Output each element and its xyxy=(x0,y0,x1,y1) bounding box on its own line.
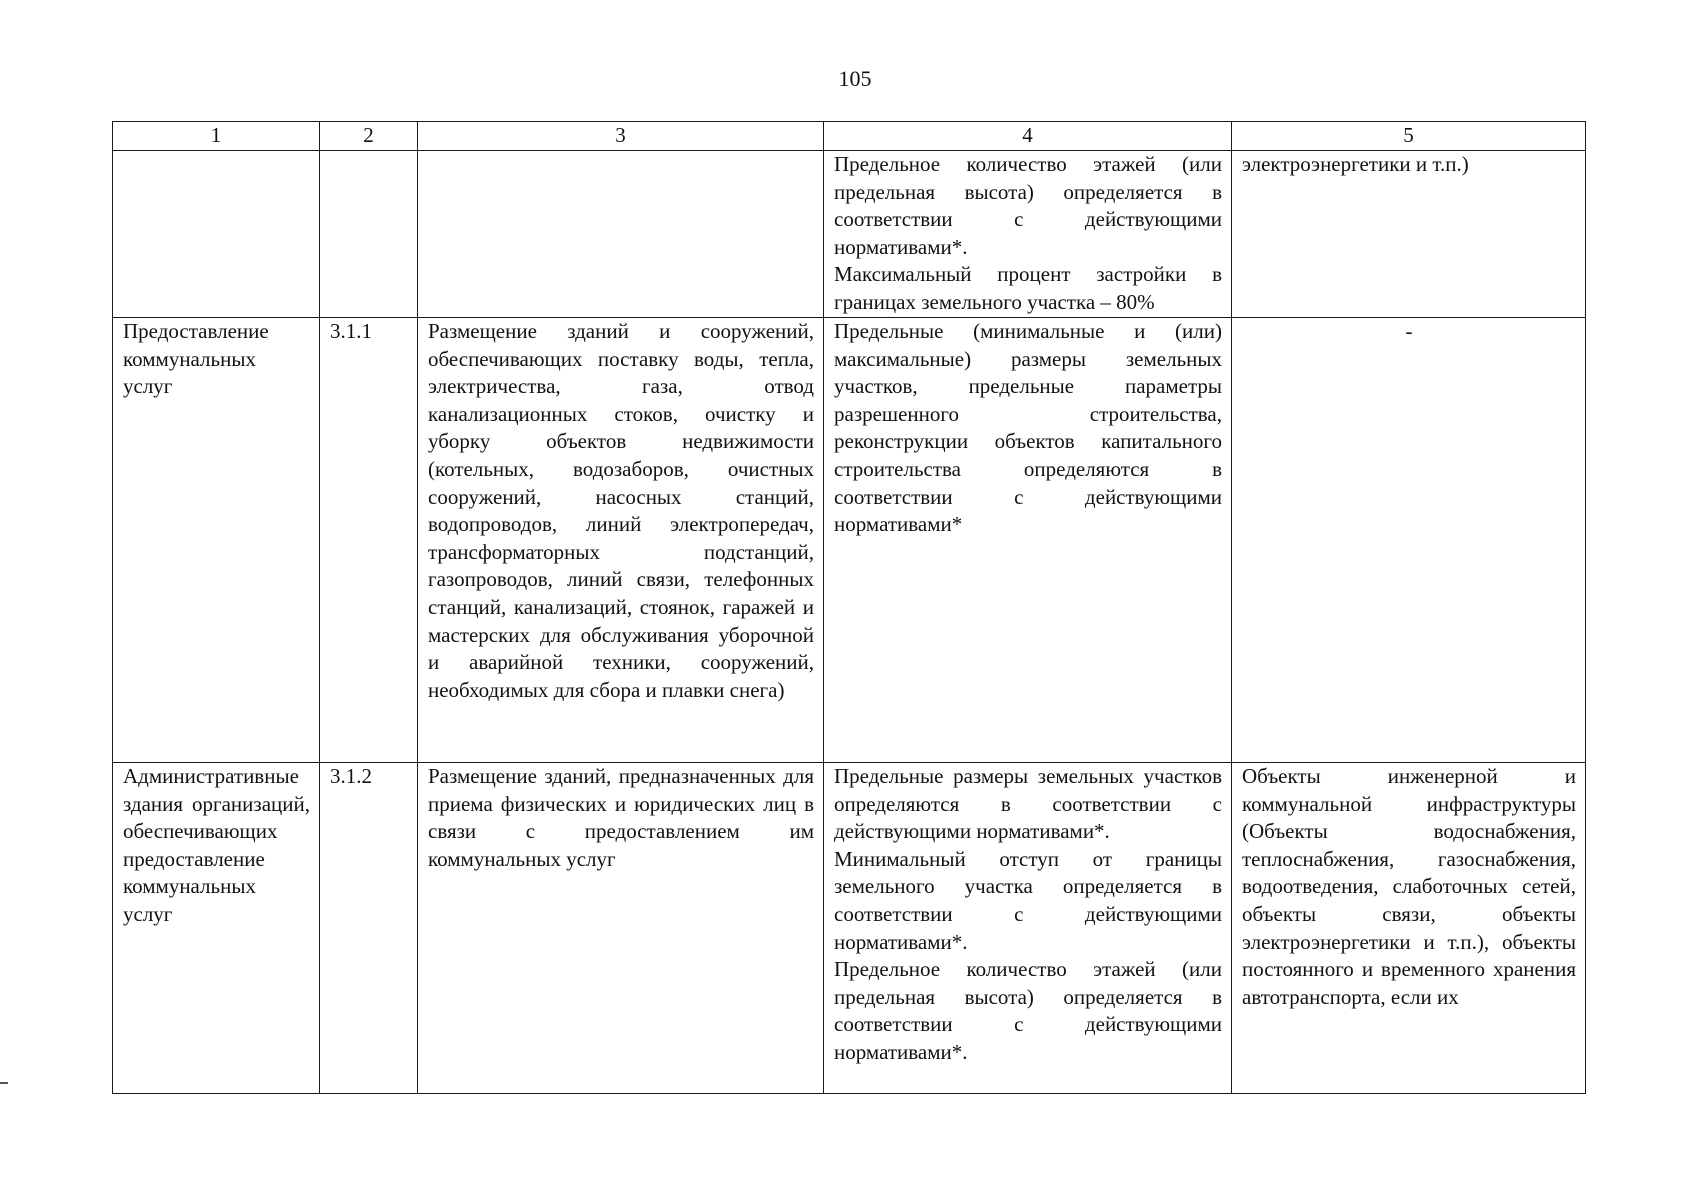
use-code-cell xyxy=(320,151,418,318)
building-parameters-cell xyxy=(824,763,1232,1094)
table-row xyxy=(113,151,1586,318)
use-code-cell: 3.1.1 xyxy=(320,318,418,763)
use-type-name-cell: Предоставление коммунальных услуг xyxy=(113,318,320,763)
building-parameters-cell xyxy=(824,318,1232,763)
auxiliary-uses-cell: Объекты инженерной и коммунальной инфраструктуры (Объекты водоснабжения, теплоснабжения, газоснабжения, водоотведения, слаботочных сетей, объекты связи, объекты электроэнергетики и т.п.), объекты постоянного и временного хранения автотранспорта, если их xyxy=(1232,763,1586,1094)
zoning-regulations-table xyxy=(112,121,1586,1094)
parameter-paragraph: Минимальный отступ от границы земельного участка определяется в соответствии с действующими нормативами*. xyxy=(834,846,1222,954)
scan-margin-mark xyxy=(0,1082,8,1084)
building-parameters-cell xyxy=(824,151,1232,318)
use-description-cell: Размещение зданий и сооружений, обеспечивающих поставку воды, тепла, электричества, газа, отвод канализационных стоков, очистку и уборку объектов недвижимости (котельных, водозаборов, очистных сооружений, насосных станций, водопроводов, линий электропередач, трансформаторных подстанций, газопроводов, линий связи, телефонных станций, канализаций, стоянок, гаражей и мастерских для обслуживания уборочной и аварийной техники, сооружений, необходимых для сбора и плавки снега) xyxy=(418,318,824,763)
column-header-3: 3 xyxy=(418,122,824,151)
table-header-row xyxy=(113,122,1586,151)
parameter-paragraph: Предельное количество этажей (или предельная высота) определяется в соответствии с действующими нормативами*. xyxy=(834,957,1222,1064)
page-number: 105 xyxy=(838,66,872,91)
use-description-cell: Размещение зданий, предназначенных для приема физических и юридических лиц в связи с предоставлением им коммунальных услуг xyxy=(418,763,824,1094)
use-type-name-cell xyxy=(113,151,320,318)
column-header-5: 5 xyxy=(1232,122,1586,151)
auxiliary-uses-cell: электроэнергетики и т.п.) xyxy=(1232,151,1586,318)
table-row xyxy=(113,763,1586,1094)
column-header-4: 4 xyxy=(824,122,1232,151)
use-type-name-cell: Административные здания организаций, обеспечивающих предоставление коммунальных услуг xyxy=(113,763,320,1094)
column-header-2: 2 xyxy=(320,122,418,151)
parameter-paragraph: Предельные (минимальные и (или) максимальные) размеры земельных участков, предельные параметры разрешенного строительства, реконструкции объектов капитального строительства определяются в соответствии с действующими нормативами* xyxy=(834,319,1222,537)
use-code-cell: 3.1.2 xyxy=(320,763,418,1094)
parameter-paragraph: Предельное количество этажей (или предельная высота) определяется в соответствии с действующими нормативами*. xyxy=(834,152,1222,259)
column-header-1: 1 xyxy=(113,122,320,151)
parameter-paragraph: Максимальный процент застройки в границах земельного участка – 80% xyxy=(834,262,1222,314)
parameter-paragraph: Предельные размеры земельных участков определяются в соответствии с действующими нормативами*. xyxy=(834,764,1222,844)
table-row xyxy=(113,318,1586,763)
use-description-cell xyxy=(418,151,824,318)
auxiliary-uses-cell: - xyxy=(1232,318,1586,763)
